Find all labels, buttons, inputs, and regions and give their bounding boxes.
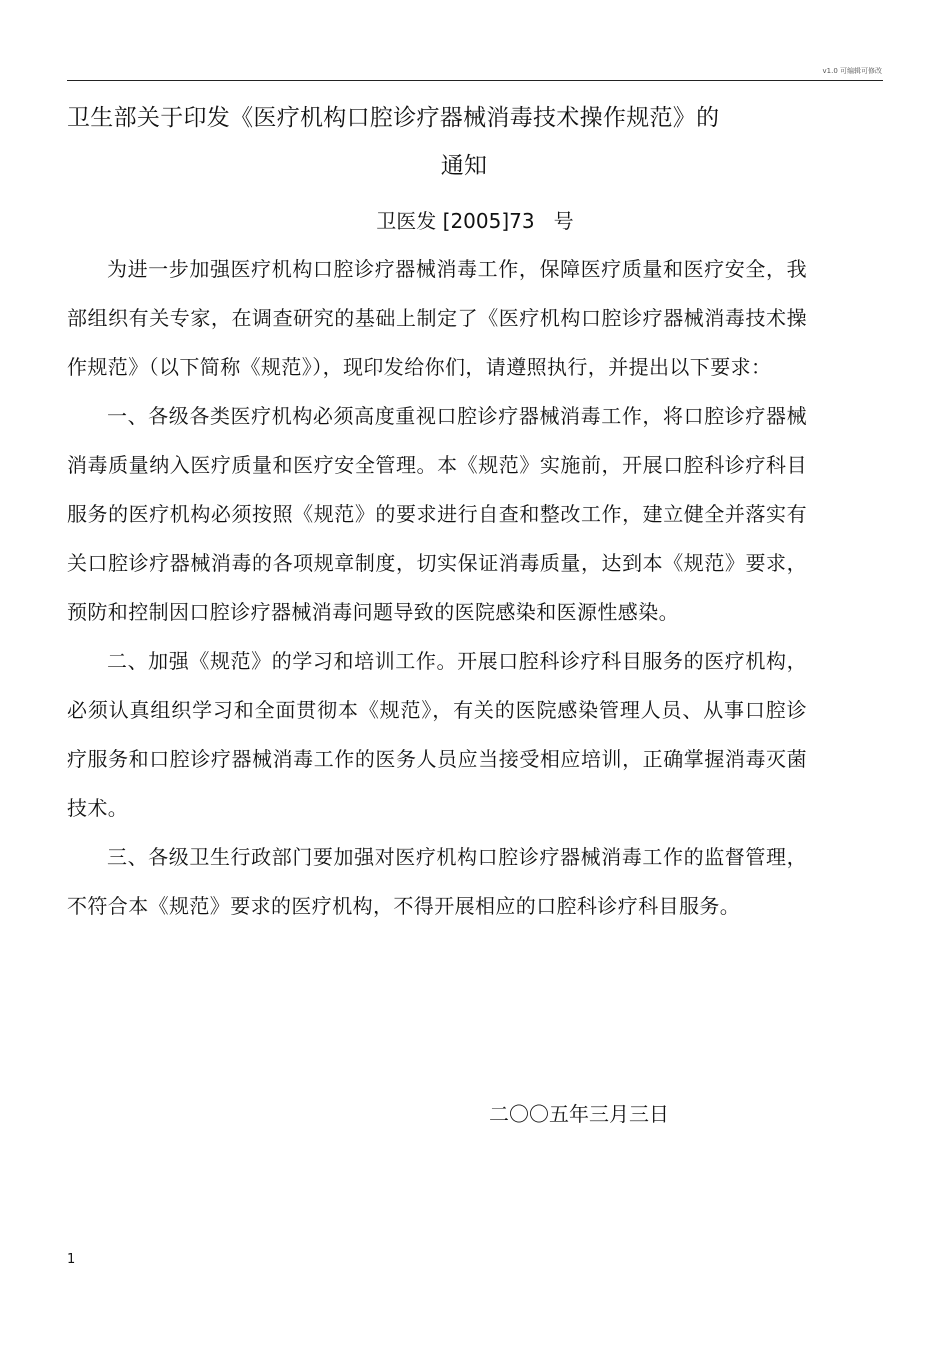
document-title [67, 94, 883, 190]
paragraph-requirement-2: 二、加强《规范》的学习和培训工作。开展口腔科诊疗科目服务的医疗机构，必须认真组织学习和全面贯彻本《规范》，有关的医院感染管理人员、从事口腔诊疗服务和口腔诊疗器械消毒工作的医务人员应当接受相应培训，正确掌握消毒灭菌技术。 [67, 649, 807, 820]
header-divider [67, 80, 883, 81]
title-line-2: 通知 [440, 153, 488, 179]
paragraph-requirement-1: 一、各级各类医疗机构必须高度重视口腔诊疗器械消毒工作，将口腔诊疗器械消毒质量纳入医疗质量和医疗安全管理。本《规范》实施前，开展口腔科诊疗科目服务的医疗机构必须按照《规范》的要求进行自查和整改工作，建立健全并落实有关口腔诊疗器械消毒的各项规章制度，切实保证消毒质量，达到本《规范》要求，预防和控制因口腔诊疗器械消毒问题导致的医院感染和医源性感染。 [67, 404, 807, 624]
issue-date: 二〇〇五年三月三日 [489, 1102, 669, 1126]
paragraph-intro: 为进一步加强医疗机构口腔诊疗器械消毒工作，保障医疗质量和医疗安全，我部组织有关专家，在调查研究的基础上制定了《医疗机构口腔诊疗器械消毒技术操作规范》（以下简称《规范》），现印发给你们，请遵照执行，并提出以下要求： [67, 257, 807, 379]
title-line-1: 卫生部关于印发《医疗机构口腔诊疗器械消毒技术操作规范》的 [67, 105, 720, 131]
document-number: 卫医发 [2005]73 号 [376, 209, 574, 233]
paragraph-requirement-3: 三、各级卫生行政部门要加强对医疗机构口腔诊疗器械消毒工作的监督管理，不符合本《规范》要求的医疗机构，不得开展相应的口腔科诊疗科目服务。 [67, 845, 807, 918]
page-number: 1 [67, 1252, 76, 1267]
version-note: v1.0 可编辑可修改 [822, 67, 882, 75]
document-body [67, 245, 807, 931]
